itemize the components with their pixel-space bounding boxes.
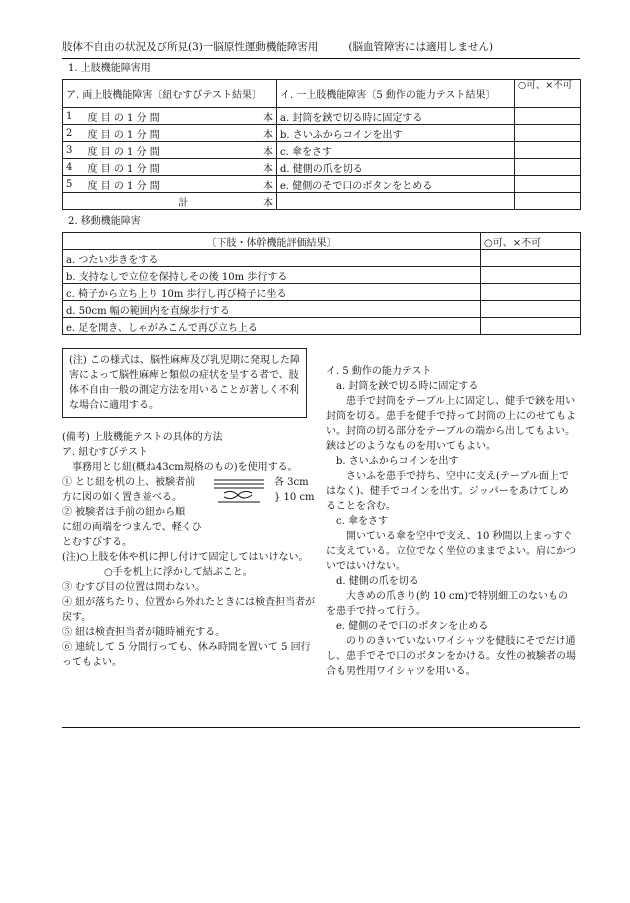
right-column (326, 364, 576, 679)
row-label: 度 目 の 1 分 間 (85, 159, 247, 176)
action-title: d. 健側の爪を切る (336, 576, 419, 587)
task-label: c. 傘をさす (277, 142, 515, 159)
result-cell[interactable] (481, 318, 581, 335)
action-title: c. 傘をさす (336, 516, 388, 527)
remarks-item: ② 被験者は手前の紐から順 (62, 507, 186, 518)
count-field[interactable]: 本 (247, 142, 277, 159)
action-text: 大きめの爪きり(約 10 cm)で特別細工のないものを患手で持って行う。 (326, 591, 568, 617)
figure-row (62, 475, 320, 505)
table-row: 3 度 目 の 1 分 間 本 c. 傘をさす (63, 142, 581, 159)
form-page (62, 40, 580, 335)
action-text: 患手で封筒をテーブル上に固定し、健手で鋏を用い封筒を切る。患手を健手で持って封筒の上にのせてもよい。封筒の切る部分をテーブルの端から出してもよい。鋏はどのようなものを用いてもよい。 (326, 396, 576, 452)
remarks-block (62, 430, 320, 670)
result-cell[interactable] (515, 125, 581, 142)
result-cell[interactable] (481, 250, 581, 267)
remarks-item: 方に図の如く置き並べる。 (62, 492, 182, 503)
note-box (62, 348, 307, 418)
action-text: 開いている傘を空中で支え、10 秒間以上まっすぐに支えている。立位でなく坐位のままでよい。肩にかついではいけない。 (326, 531, 576, 572)
mobility-item: b. 支持なしで立位を保持しその後 10m 歩行する (63, 267, 481, 284)
five-actions-heading: イ. 5 動作の能力テスト (326, 366, 432, 377)
table-header-row (63, 80, 581, 108)
task-label: e. 健側のそで口のボタンをとめる (277, 176, 515, 193)
mobility-item: a. つたい歩きをする (63, 250, 481, 267)
table-row (63, 318, 581, 335)
table-row (63, 284, 581, 301)
row-label: 度 目 の 1 分 間 (85, 108, 247, 125)
section1-heading: 1. 上肢機能障害用 (68, 63, 151, 74)
table-row: 2 度 目 の 1 分 間 本 b. さいふからコインを出す (63, 125, 581, 142)
total-field[interactable]: 本 (247, 193, 277, 210)
upper-limb-table (62, 79, 581, 210)
bottom-rule (62, 727, 580, 728)
result-cell[interactable] (481, 267, 581, 284)
action-title: e. 健側のそで口のボタンを止める (336, 621, 489, 632)
remarks-item: ○手を机上に浮かして結ぶこと。 (104, 567, 253, 578)
task-label: b. さいふからコインを出す (277, 125, 515, 142)
result-cell[interactable] (515, 176, 581, 193)
col-c-header: ○可、×不可 (515, 80, 581, 108)
mobility-item: e. 足を開き、しゃがみこんで再び立ち上る (63, 318, 481, 335)
result-cell[interactable] (515, 142, 581, 159)
row-label: 度 目 の 1 分 間 (85, 125, 247, 142)
figure-label: 各 3cm (274, 477, 309, 488)
row-label: 度 目 の 1 分 間 (85, 142, 247, 159)
remarks-item: に紐の両端をつまんで、軽くひ (62, 522, 202, 533)
total-row (63, 193, 581, 210)
col-b-header: イ. 一上肢機能障害〔5 動作の能力テスト結果〕 (277, 80, 515, 108)
section2-heading: 2. 移動機能障害 (68, 216, 141, 227)
total-label: 計 (63, 193, 247, 210)
count-field[interactable]: 本 (247, 159, 277, 176)
table-row (63, 267, 581, 284)
result-cell[interactable] (515, 108, 581, 125)
count-field[interactable]: 本 (247, 125, 277, 142)
table-row (63, 301, 581, 318)
task-label: a. 封筒を鋏で切る時に固定する (277, 108, 515, 125)
remarks-subheading: ア. 紐むすびテスト (62, 447, 148, 458)
task-label: d. 健側の爪を切る (277, 159, 515, 176)
remarks-item: ① とじ紐を机の上、被験者前 (62, 477, 196, 488)
figure-label: } 10 cm (274, 492, 315, 503)
table-header-row (63, 233, 581, 250)
remarks-item: ⑥ 連続して 5 分間行っても、休み時間を置いて 5 回行ってもよい。 (62, 642, 311, 668)
note-text: (注) この様式は、脳性麻痺及び乳児期に発現した障害によって脳性麻痺と類似の症状を呈する者で、肢体不自由一般の測定方法を用いることが著しく不利な場合に適用する。 (69, 355, 300, 411)
result-cell[interactable] (515, 159, 581, 176)
col-a-header: ア. 両上肢機能障害〔紐むすびテスト結果〕 (63, 80, 277, 108)
row-label: 度 目 の 1 分 間 (85, 176, 247, 193)
form-header (62, 40, 580, 54)
table-row: 4 度 目 の 1 分 間 本 d. 健側の爪を切る (63, 159, 581, 176)
action-text: さいふを患手で持ち、空中に支え(テーブル面上ではなく)、健手でコインを出す。ジッパーをあけてしめることを含む。 (326, 471, 570, 512)
count-field[interactable]: 本 (247, 108, 277, 125)
table-row: 1 度 目 の 1 分 間 本 a. 封筒を鋏で切る時に固定する (63, 108, 581, 125)
action-text: のりのきいていないワイシャツを健肢にそでだけ通し、患手でそで口のボタンをかける。女性の被験者の場合も男性用ワイシャツを用いる。 (326, 636, 576, 677)
action-title: b. さいふからコインを出す (336, 456, 459, 467)
mobility-item: d. 50cm 幅の範囲内を直線歩行する (63, 301, 481, 318)
result-cell[interactable] (481, 284, 581, 301)
remarks-heading: (備考) 上肢機能テストの具体的方法 (62, 432, 223, 443)
left-column (62, 348, 320, 670)
remarks-item: ④ 紐が落ちたり、位置から外れたときには検査担当者が戻す。 (62, 597, 316, 623)
remarks-item: (注)○上肢を体や机に押し付けて固定してはいけない。 (62, 552, 309, 563)
remarks-item: ③ むすび目の位置は問わない。 (62, 582, 206, 593)
count-field[interactable]: 本 (247, 176, 277, 193)
remarks-item: ⑤ 紐は検査担当者が随時補充する。 (62, 627, 226, 638)
table-row (63, 250, 581, 267)
mobility-result-header: ○可、×不可 (481, 233, 581, 250)
mobility-table (62, 232, 581, 335)
result-cell[interactable] (481, 301, 581, 318)
page-title: 肢体不自由の状況及び所見(3)一脳原性運動機能障害用 (62, 41, 319, 53)
action-title: a. 封筒を鋏で切る時に固定する (336, 381, 479, 392)
mobility-header: 〔下肢・体幹機能評価結果〕 (63, 233, 481, 250)
string-figure-icon (210, 475, 268, 505)
remarks-line: 事務用とじ紐(概ね43cm規格のもの)を使用する。 (72, 462, 298, 473)
mobility-item: c. 椅子から立ち上り 10m 歩行し再び椅子に坐る (63, 284, 481, 301)
remarks-item: とむすびする。 (62, 537, 132, 548)
table-row: 5 度 目 の 1 分 間 本 e. 健側のそで口のボタンをとめる (63, 176, 581, 193)
page-subtitle: (脳血管障害には適用しません) (348, 41, 494, 53)
